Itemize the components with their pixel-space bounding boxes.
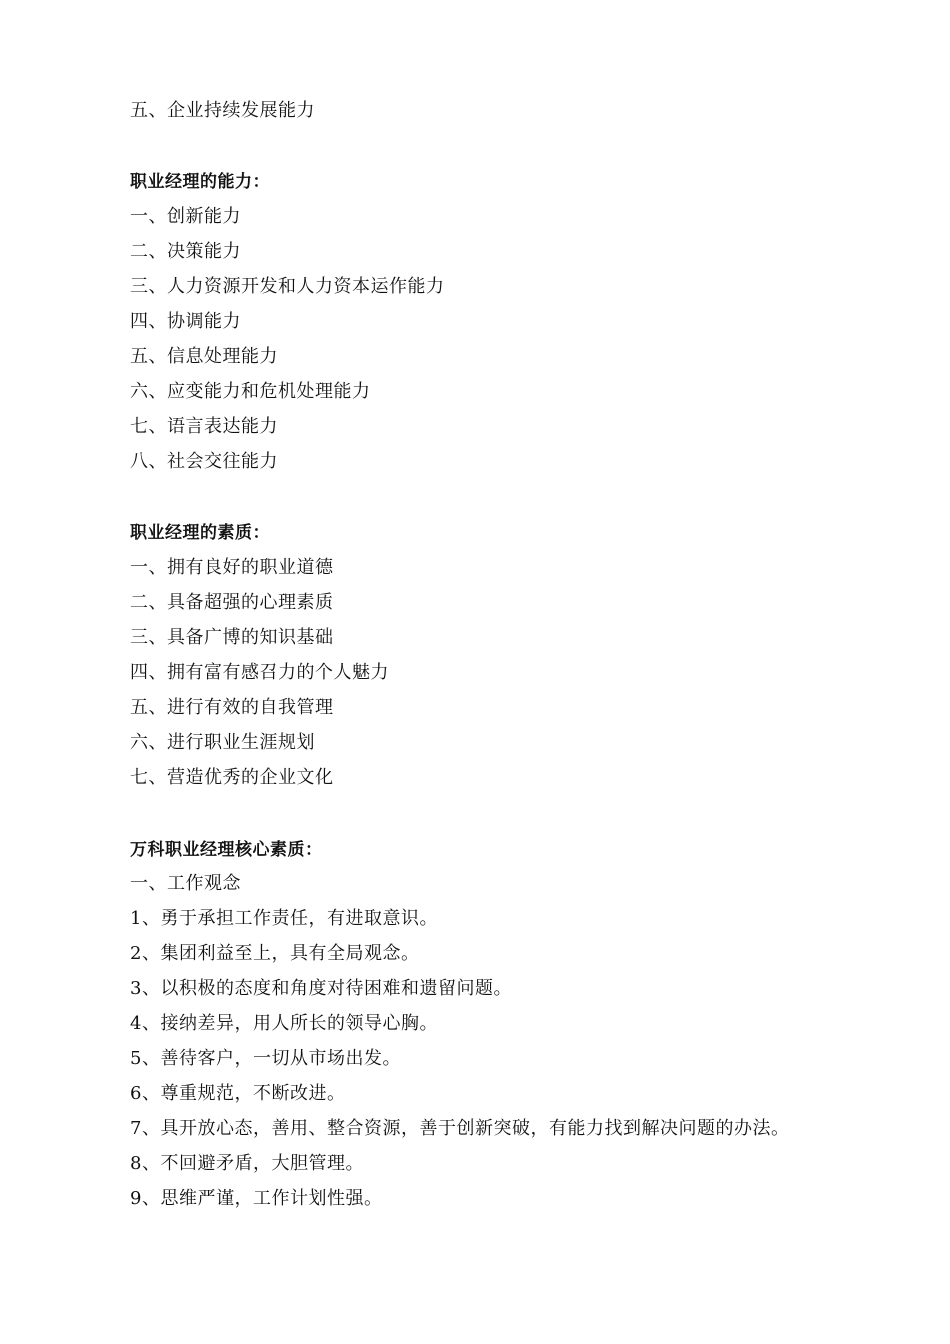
list-item: 六、进行职业生涯规划 [130, 732, 315, 753]
list-item: 七、营造优秀的企业文化 [130, 767, 334, 788]
list-item: 4、接纳差异，用人所长的领导心胸。 [130, 1013, 438, 1034]
list-item: 三、具备广博的知识基础 [130, 627, 334, 648]
list-item: 5、善待客户，一切从市场出发。 [130, 1048, 401, 1069]
list-item: 6、尊重规范，不断改进。 [130, 1083, 346, 1104]
list-item: 三、人力资源开发和人力资本运作能力 [130, 276, 445, 297]
list-item: 7、具开放心态，善用、整合资源，善于创新突破，有能力找到解决问题的办法。 [130, 1118, 790, 1139]
section-heading-vanke-core: 万科职业经理核心素质： [130, 840, 323, 860]
section-heading-abilities: 职业经理的能力： [130, 172, 270, 192]
list-item: 六、应变能力和危机处理能力 [130, 381, 371, 402]
list-item: 二、具备超强的心理素质 [130, 592, 334, 613]
intro-line: 五、企业持续发展能力 [130, 100, 315, 121]
list-item: 八、社会交往能力 [130, 451, 278, 472]
list-item: 一、创新能力 [130, 206, 241, 227]
list-item: 二、决策能力 [130, 241, 241, 262]
list-item: 1、勇于承担工作责任，有进取意识。 [130, 908, 438, 929]
list-item: 2、集团利益至上，具有全局观念。 [130, 943, 420, 964]
list-item: 四、拥有富有感召力的个人魅力 [130, 662, 389, 683]
list-item: 一、工作观念 [130, 873, 241, 894]
list-item: 一、拥有良好的职业道德 [130, 557, 334, 578]
list-item: 五、进行有效的自我管理 [130, 697, 334, 718]
list-item: 9、思维严谨，工作计划性强。 [130, 1188, 383, 1209]
list-item: 五、信息处理能力 [130, 346, 278, 367]
section-heading-qualities: 职业经理的素质： [130, 523, 270, 543]
list-item: 四、协调能力 [130, 311, 241, 332]
list-item: 8、不回避矛盾，大胆管理。 [130, 1153, 364, 1174]
list-item: 3、以积极的态度和角度对待困难和遗留问题。 [130, 978, 512, 999]
list-item: 七、语言表达能力 [130, 416, 278, 437]
